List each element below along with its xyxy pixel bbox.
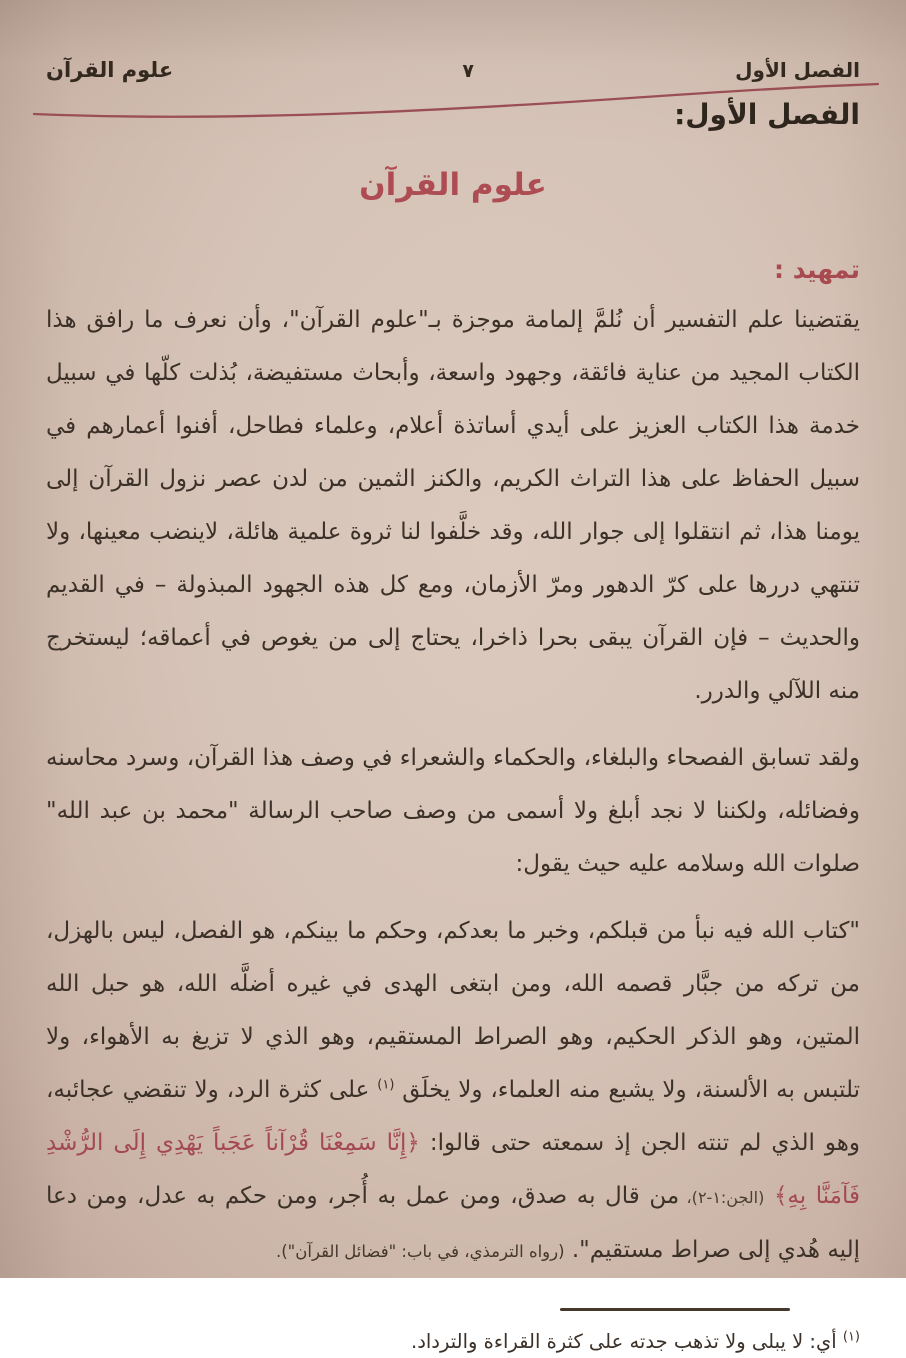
paragraph-praise: ولقد تسابق الفصحاء والبلغاء، والحكماء والشعراء في وصف هذا القرآن، وسرد محاسنه وفضائله، ولكننا لا نجد أبلغ ولا أسمى من وصف صاحب الرسالة "محمد بن عبد الله" صلوات الله وسلامه عليه حيث يقول:: [46, 745, 860, 877]
hadith-text-2: على كثرة الرد، ولا تنقضي عجائبه، وهو الذي لم تنته الجن إذ سمعته حتى قالوا:: [46, 1077, 860, 1156]
footnote: [46, 1325, 860, 1358]
chapter-heading: الفصل الأول:: [674, 98, 860, 131]
footnote-marker: (١): [842, 1329, 860, 1345]
page-title: علوم القرآن: [359, 167, 547, 203]
running-head-book-title: علوم القرآن: [46, 58, 174, 82]
footnote-text: أي: لا يبلى ولا تذهب جدته على كثرة القراءة والترداد.: [411, 1330, 843, 1353]
paragraph-hadith: [46, 905, 860, 1278]
page-number: ٧: [462, 60, 474, 82]
hadith-text-1: "كتاب الله فيه نبأ من قبلكم، وخبر ما بعدكم، وحكم ما بينكم، هو الفصل، ليس بالهزل، من تركه من جبَّار قصمه الله، ومن ابتغى الهدى في غيره أضلَّه الله، هو حبل الله المتين، وهو الذكر الحكيم، وهو الصراط المستقيم، وهو الذي لا تزيغ به الأهواء، ولا تلتبس به الألسنة، ولا يشبع منه العلماء، ولا يخلَق: [46, 918, 860, 1103]
footnote-separator-line: [560, 1308, 790, 1311]
quran-verse: ﴿إِنَّا سَمِعْنَا قُرْآناً عَجَباً يَهْدِي إِلَى الرُّشْدِ فَآمَنَّا بِهِ﴾: [46, 1130, 861, 1209]
footnote-reference-marker: (١): [377, 1077, 395, 1093]
hadith-text-3: من قال به صدق، ومن عمل به أُجر، ومن حكم به عدل، ومن دعا إليه هُدي إلى صراط مستقيم".: [46, 1183, 860, 1263]
paragraph-intro: يقتضينا علم التفسير أن نُلمَّ إلمامة موجزة بـ"علوم القرآن"، وأن نعرف ما رافق هذا الكتاب المجيد من عناية فائقة، وجهود واسعة، وأبحاث مستفيضة، بُذلت كلّها في سبيل خدمة هذا الكتاب العزيز على أيدي أساتذة أعلام، وعلماء فطاحل، أفنوا أعمارهم في سبيل الحفاظ على هذا التراث الكريم، والكنز الثمين من لدن عصر نزول القرآن إلى يومنا هذا، ثم انتقلوا إلى جوار الله، وقد خلَّفوا لنا ثروة علمية هائلة، لاينضب معينها، ولا تنتهي دررها على كرّ الدهور ومرّ الأزمان، ومع كل هذه الجهود المبذولة – في القديم والحديث – فإن القرآن يبقى بحرا ذاخرا، يحتاج إلى من يغوص في أعماقه؛ ليستخرج منه اللآلي والدرر.: [46, 307, 860, 704]
page-header: [46, 0, 860, 82]
verse-reference: (الجن:١-٢)،: [679, 1188, 765, 1207]
running-head-chapter: الفصل الأول: [735, 58, 860, 82]
hadith-citation: (رواه الترمذي، في باب: "فضائل القرآن").: [276, 1242, 565, 1261]
preface-label: تمهيد :: [774, 255, 860, 284]
